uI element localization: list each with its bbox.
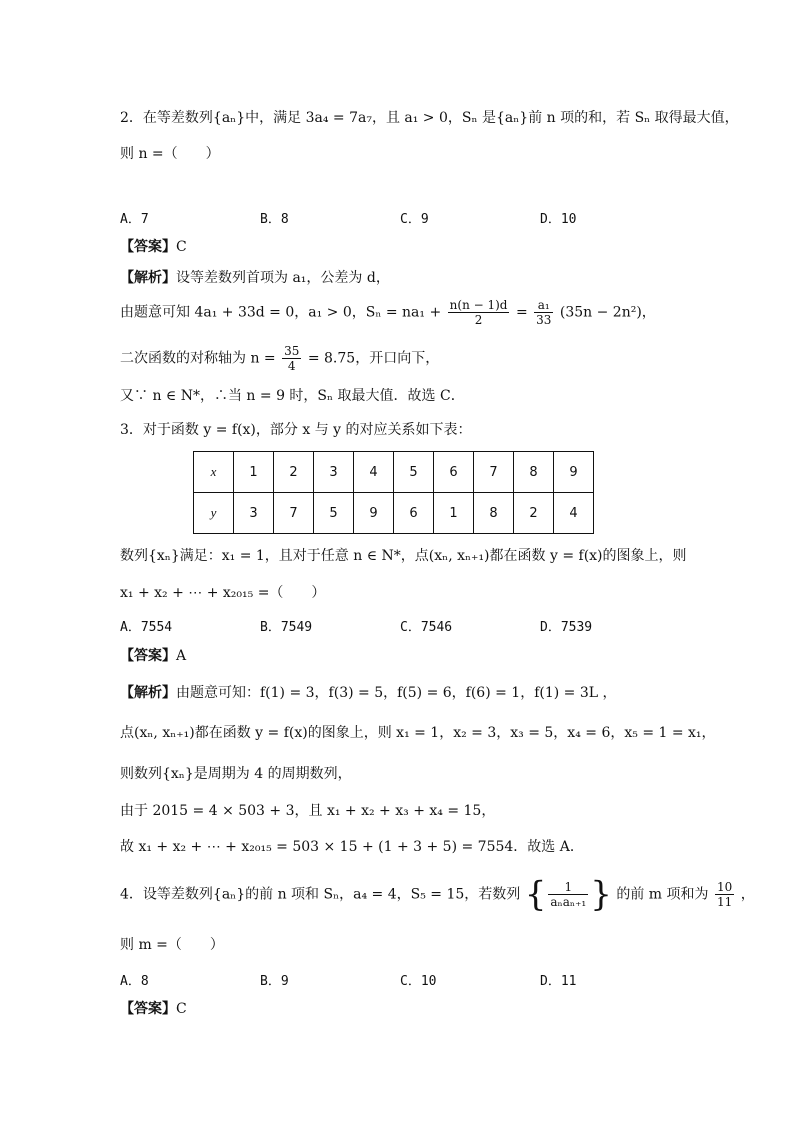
q4-frac-1-den: aₙaₙ₊₁ (550, 895, 587, 909)
q3-value-table (193, 451, 594, 534)
q2-answer-label: 【答案】 (120, 239, 176, 255)
q2-choice-a: A．7 (120, 212, 149, 227)
q4-choice-c: C．10 (400, 974, 437, 989)
q4-choices (120, 970, 680, 989)
table-cell: 8 (474, 493, 514, 534)
q4-answer-label: 【答案】 (120, 1001, 176, 1017)
q4-frac-2-num: 10 (716, 880, 733, 894)
q2-analysis-text1: 设等差数列首项为 a₁，公差为 d， (176, 270, 390, 286)
q3-analysis-label: 【解析】 (120, 685, 176, 701)
q3-analysis-text1: 由题意可知：f(1) = 3，f(3) = 5，f(5) = 6，f(6) = 1，f(1) = 3L ， (176, 685, 617, 701)
q3-choices (120, 616, 680, 635)
table-cell: 1 (434, 493, 474, 534)
table-header-x: x (194, 452, 234, 493)
q2-analysis-line3 (120, 344, 439, 373)
q2-frac-2-den: 33 (536, 313, 552, 327)
q3-answer-value: A (176, 648, 187, 664)
q2-frac-3-num: 35 (284, 344, 300, 358)
q4-stem-1a: 4．设等差数列{aₙ}的前 n 项和 Sₙ，a₄ = 4，S₅ = 15，若数列 (120, 886, 521, 903)
q3-stem-line1: 3．对于函数 y = f(x)，部分 x 与 y 的对应关系如下表： (120, 422, 472, 438)
table-cell: 9 (354, 493, 394, 534)
q4-frac-2 (715, 880, 734, 909)
table-header-y: y (194, 493, 234, 534)
q2-choices (120, 208, 680, 227)
q3-answer-label: 【答案】 (120, 648, 176, 664)
q2-frac-1 (448, 298, 510, 327)
q3-choice-d: D．7539 (540, 620, 593, 635)
table-cell: 7 (274, 493, 314, 534)
table-cell: 5 (394, 452, 434, 493)
table-cell: 1 (234, 452, 274, 493)
table-cell: 4 (354, 452, 394, 493)
q4-answer (120, 999, 187, 1019)
q3-choice-c: C．7546 (400, 620, 453, 635)
q3-analysis-line2: 点(xₙ, xₙ₊₁)都在函数 y = f(x)的图象上，则 x₁ = 1，x₂ = 3，x₃ = 5，x₄ = 6，x₅ = 1 = x₁， (120, 725, 716, 741)
q2-choice-c: C．9 (400, 212, 429, 227)
table-cell: 9 (554, 452, 594, 493)
q2-analysis-2a: 由题意可知 4a₁ + 33d = 0，a₁ > 0，Sₙ = na₁ + (120, 304, 442, 321)
q3-analysis-line4: 由于 2015 = 4 × 503 + 3，且 x₁ + x₂ + x₃ + x₄ = 15， (120, 803, 496, 819)
q2-stem-line1: 2．在等差数列{aₙ}中，满足 3a₄ = 7a₇，且 a₁ > 0，Sₙ 是{aₙ}前 n 项的和，若 Sₙ 取得最大值， (120, 110, 739, 126)
q2-frac-1-num: n(n − 1)d (449, 298, 508, 312)
q2-analysis-3a: 二次函数的对称轴为 n = (120, 350, 276, 367)
table-cell: 4 (554, 493, 594, 534)
table-cell: 2 (514, 493, 554, 534)
q3-choice-a: A．7554 (120, 620, 173, 635)
q4-stem-1c: ， (740, 886, 755, 903)
q4-stem-line2: 则 m =（ ） (120, 937, 224, 953)
table-cell: 3 (314, 452, 354, 493)
q3-analysis-line5: 故 x₁ + x₂ + ⋯ + x₂₀₁₅ = 503 × 15 + (1 + 3 + 5) = 7554．故选 A． (120, 839, 584, 855)
q3-analysis-line3: 则数列{xₙ}是周期为 4 的周期数列， (120, 766, 352, 782)
q4-stem-1b: 的前 m 项和为 (616, 886, 709, 903)
q4-frac-2-den: 11 (716, 895, 733, 909)
q2-analysis-line2 (120, 298, 656, 327)
q2-frac-1-den: 2 (474, 313, 483, 327)
q4-choice-a: A．8 (120, 974, 149, 989)
table-cell: 8 (514, 452, 554, 493)
q2-frac-3-den: 4 (287, 359, 296, 373)
q4-choice-d: D．11 (540, 974, 577, 989)
left-brace: { (524, 874, 547, 915)
right-brace: } (590, 874, 612, 915)
q4-answer-value: C (176, 1001, 187, 1017)
table-cell: 2 (274, 452, 314, 493)
q2-analysis-line4: 又∵ n ∈ N*，∴当 n = 9 时，Sₙ 取最大值．故选 C． (120, 388, 465, 404)
q4-choice-b: B．9 (260, 974, 289, 989)
q2-answer-value: C (176, 239, 187, 255)
table-cell: 6 (434, 452, 474, 493)
q3-answer (120, 646, 186, 666)
q2-frac-2 (534, 298, 553, 327)
q2-analysis-label: 【解析】 (120, 270, 176, 286)
q2-analysis-2c: (35n − 2n²)， (559, 304, 656, 321)
q3-analysis-line1 (120, 683, 617, 703)
q2-analysis-2b: = (515, 304, 528, 321)
q3-stem-line2: 数列{xₙ}满足：x₁ = 1，且对于任意 n ∈ N*，点(xₙ, xₙ₊₁)都在函数 y = f(x)的图象上，则 (120, 548, 687, 564)
table-cell: 7 (474, 452, 514, 493)
q4-stem-line1 (120, 874, 755, 915)
table-cell: 6 (394, 493, 434, 534)
q3-stem-line3: x₁ + x₂ + ⋯ + x₂₀₁₅ =（ ） (120, 585, 326, 601)
q3-choice-b: B．7549 (260, 620, 313, 635)
q2-frac-2-num: a₁ (534, 298, 553, 313)
q2-answer (120, 237, 187, 257)
table-cell: 5 (314, 493, 354, 534)
q2-choice-b: B．8 (260, 212, 289, 227)
q2-choice-d: D．10 (540, 212, 577, 227)
q2-frac-3 (282, 344, 301, 373)
q4-frac-1-num: 1 (548, 880, 588, 895)
q4-frac-1 (548, 880, 588, 909)
table-cell: 3 (234, 493, 274, 534)
table-row (194, 493, 594, 534)
q2-analysis-3b: = 8.75，开口向下， (307, 350, 440, 367)
q2-analysis-line1 (120, 268, 390, 288)
q2-stem-line2: 则 n =（ ） (120, 146, 220, 162)
table-row (194, 452, 594, 493)
